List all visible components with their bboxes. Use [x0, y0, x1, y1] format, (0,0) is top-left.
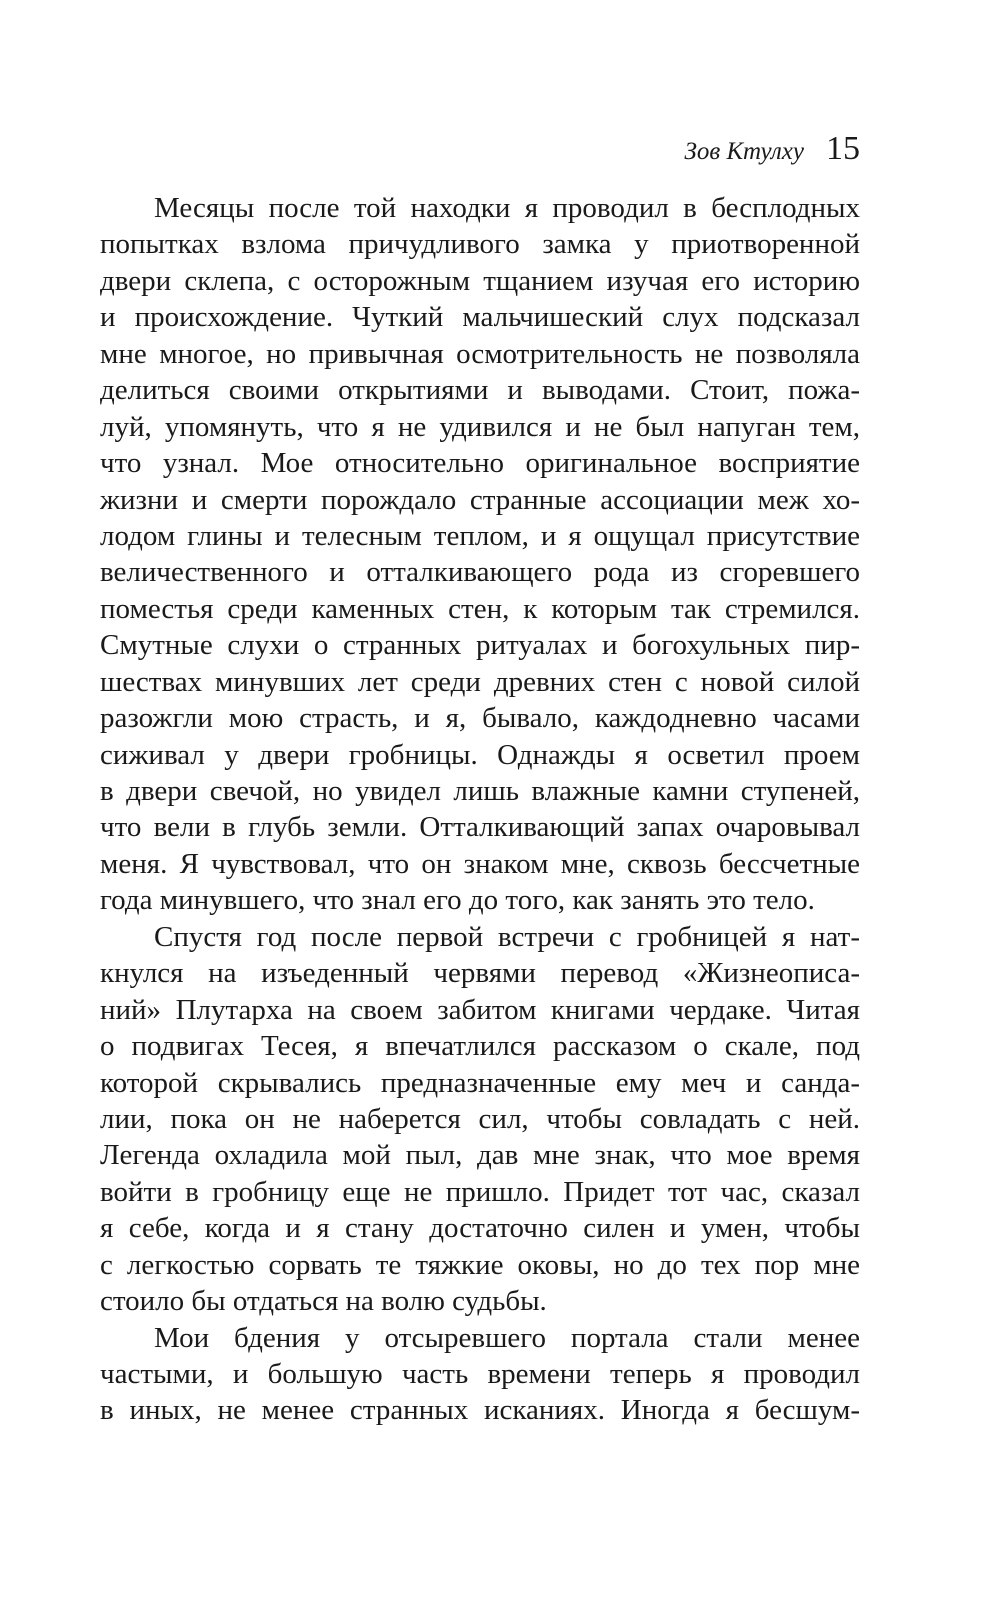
text-line: войти в гробницу еще не пришло. Придет тот час, сказал: [100, 1175, 860, 1208]
text-line: в иных, не менее странных исканиях. Иногда я бесшум-: [100, 1394, 860, 1427]
text-line: Спустя год после первой встречи с гробницей я нат-: [154, 920, 860, 953]
text-line: поместья среди каменных стен, к которым так стремился.: [100, 592, 860, 625]
text-line: делиться своими открытиями и выводами. Стоит, пожа-: [100, 374, 860, 407]
text-line: лии, пока он не наберется сил, чтобы совладать с ней.: [100, 1102, 860, 1135]
text-line: мне многое, но привычная осмотрительность не позволяла: [100, 337, 860, 370]
text-line: разожгли мою страсть, и я, бывало, каждодневно часами: [100, 702, 860, 735]
text-line: лодом глины и телесным теплом, и я ощущал присутствие: [100, 519, 860, 552]
text-line: луй, упомянуть, что я не удивился и не был напуган тем,: [100, 410, 860, 443]
text-line: кнулся на изъеденный червями перевод «Жизнеописа-: [100, 957, 860, 990]
text-line: что вели в глубь земли. Отталкивающий запах очаровывал: [100, 811, 860, 844]
text-line: Месяцы после той находки я проводил в бесплодных: [154, 192, 860, 224]
text-line: с легкостью сорвать те тяжкие оковы, но до тех пор мне: [100, 1248, 860, 1281]
text-line: что узнал. Мое относительно оригинальное восприятие: [100, 447, 860, 480]
text-line: меня. Я чувствовал, что он знаком мне, сквозь бессчетные: [100, 847, 860, 880]
text-line: ний» Плутарха на своем забитом книгами чердаке. Читая: [100, 993, 860, 1026]
text-line: двери склепа, с осторожным тщанием изучая его историю: [100, 264, 860, 297]
text-line: шествах минувших лет среди древних стен с новой силой: [100, 665, 860, 698]
text-line: стоило бы отдаться на волю судьбы.: [100, 1285, 547, 1318]
running-head: [684, 130, 860, 180]
text-line: и происхождение. Чуткий мальчишеский слух подсказал: [100, 301, 860, 334]
text-line: которой скрывались предназначенные ему меч и санда-: [100, 1066, 860, 1099]
text-line: сиживал у двери гробницы. Однажды я осветил проем: [100, 738, 860, 771]
text-line: частыми, и большую часть времени теперь я проводил: [100, 1358, 860, 1390]
body-text: [100, 190, 860, 1429]
text-line: Смутные слухи о странных ритуалах и богохульных пир-: [100, 629, 860, 662]
page-number: 15: [826, 130, 860, 167]
text-line: величественного и отталкивающего рода из сгоревшего: [100, 556, 860, 589]
text-line: в двери свечой, но увидел лишь влажные камни ступеней,: [100, 775, 860, 807]
text-line: о подвигах Тесея, я впечатлился рассказом о скале, под: [100, 1030, 860, 1063]
text-line: Легенда охладила мой пыл, дав мне знак, что мое время: [100, 1139, 860, 1172]
text-line: Мои бдения у отсыревшего портала стали менее: [154, 1321, 860, 1354]
text-line: жизни и смерти порождало странные ассоциации меж хо-: [100, 483, 860, 516]
text-line: года минувшего, что знал его до того, как занять это тело.: [100, 884, 815, 917]
text-line: я себе, когда и я стану достаточно силен и умен, чтобы: [100, 1212, 860, 1245]
running-title: Зов Ктулху: [684, 138, 804, 165]
text-line: попытках взлома причудливого замка у приотворенной: [100, 228, 860, 261]
